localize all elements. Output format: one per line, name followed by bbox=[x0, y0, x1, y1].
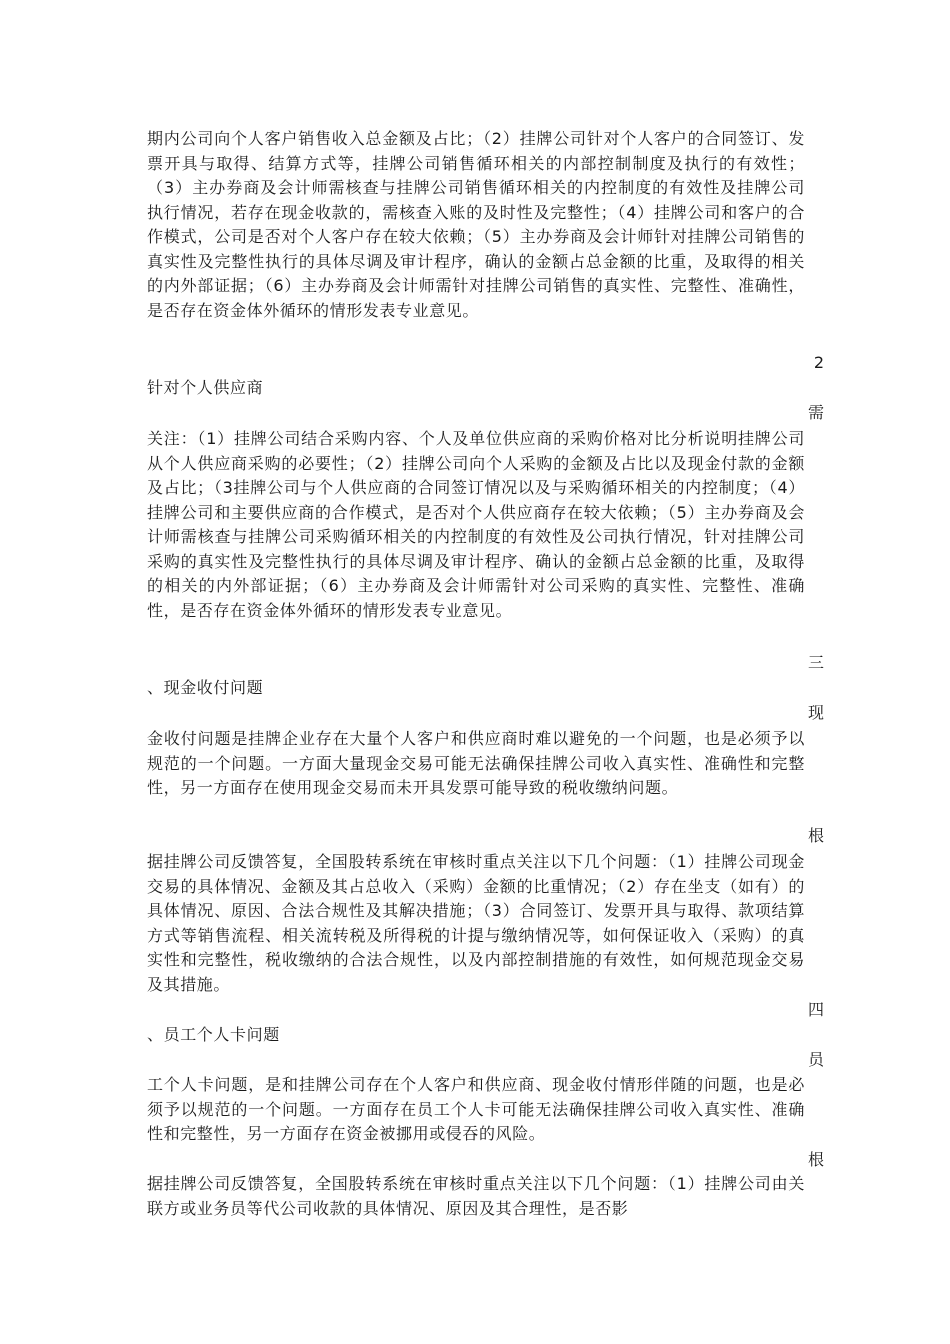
side-marker-yuan: 员 bbox=[807, 1050, 824, 1069]
side-marker-xu: 需 bbox=[807, 403, 824, 422]
paragraph-cash-payment-intro: 金收付问题是挂牌企业存在大量个人客户和供应商时难以避免的一个问题，也是必须予以规范的一个问题。一方面大量现金交易可能无法确保挂牌公司收入真实性、准确性和完整性，另一方面存在使用现金交易而未开具发票可能导致的税收缴纳问题。 bbox=[147, 729, 805, 797]
side-marker-2: 2 bbox=[813, 353, 824, 372]
paragraph-personal-customer-concerns: 期内公司向个人客户销售收入总金额及占比；（2）挂牌公司针对个人客户的合同签订、发票开具与取得、结算方式等，挂牌公司销售循环相关的内部控制制度及执行的有效性；（3）主办券商及会计师需核查与挂牌公司销售循环相关的内控制度的有效性及挂牌公司执行情况，若存在现金收款的，需核查入账的及时性及完整性；（4）挂牌公司和客户的合作模式，公司是否对个人客户存在较大依赖；（5）主办券商及会计师针对挂牌公司销售的真实性及完整性执行的具体尽调及审计程序，确认的金额占总金额的比重，及取得的相关的内外部证据；（6）主办券商及会计师需针对挂牌公司销售的真实性、完整性、准确性，是否存在资金体外循环的情形发表专业意见。 bbox=[147, 129, 805, 320]
paragraph-employee-card-intro: 工个人卡问题，是和挂牌公司存在个人客户和供应商、现金收付情形伴随的问题，也是必须予以规范的一个问题。一方面存在员工个人卡可能无法确保挂牌公司收入真实性、准确性和完整性，另一方面存在资金被挪用或侵吞的风险。 bbox=[147, 1075, 805, 1143]
side-marker-si: 四 bbox=[807, 1000, 824, 1019]
side-marker-gen-2: 根 bbox=[807, 1150, 824, 1169]
side-marker-gen-1: 根 bbox=[807, 826, 824, 845]
paragraph-personal-supplier-concerns: 关注：（1）挂牌公司结合采购内容、个人及单位供应商的采购价格对比分析说明挂牌公司从个人供应商采购的必要性；（2）挂牌公司向个人采购的金额及占比以及现金付款的金额及占比；（3挂牌公司与个人供应商的合同签订情况以及与采购循环相关的内控制度；（4）挂牌公司和主要供应商的合作模式，是否对个人供应商存在较大依赖；（5）主办券商及会计师需核查与挂牌公司采购循环相关的内控制度的有效性及公司执行情况，针对挂牌公司采购的真实性及完整性执行的具体尽调及审计程序、确认的金额占总金额的比重，及取得的相关的内外部证据；（6）主办券商及会计师需针对公司采购的真实性、完整性、准确性，是否存在资金体外循环的情形发表专业意见。 bbox=[147, 429, 805, 620]
side-marker-san: 三 bbox=[807, 653, 824, 672]
paragraph-cash-payment-concerns: 据挂牌公司反馈答复，全国股转系统在审核时重点关注以下几个问题：（1）挂牌公司现金交易的具体情况、金额及其占总收入（采购）金额的比重情况；（2）存在坐支（如有）的具体情况、原因、合法合规性及其解决措施；（3）合同签订、发票开具与取得、款项结算方式等销售流程、相关流转税及所得税的计提与缴纳情况等，如何保证收入（采购）的真实性和完整性，税收缴纳的合法合规性，以及内部控制措施的有效性，如何规范现金交易及其措施。 bbox=[147, 852, 805, 994]
heading-personal-supplier: 针对个人供应商 bbox=[147, 378, 264, 397]
heading-employee-card: 、员工个人卡问题 bbox=[147, 1025, 280, 1044]
paragraph-employee-card-concerns: 据挂牌公司反馈答复，全国股转系统在审核时重点关注以下几个问题：（1）挂牌公司由关联方或业务员等代公司收款的具体情况、原因及其合理性，是否影 bbox=[147, 1174, 805, 1218]
side-marker-xian: 现 bbox=[807, 703, 824, 722]
heading-cash-payment: 、现金收付问题 bbox=[147, 678, 264, 697]
